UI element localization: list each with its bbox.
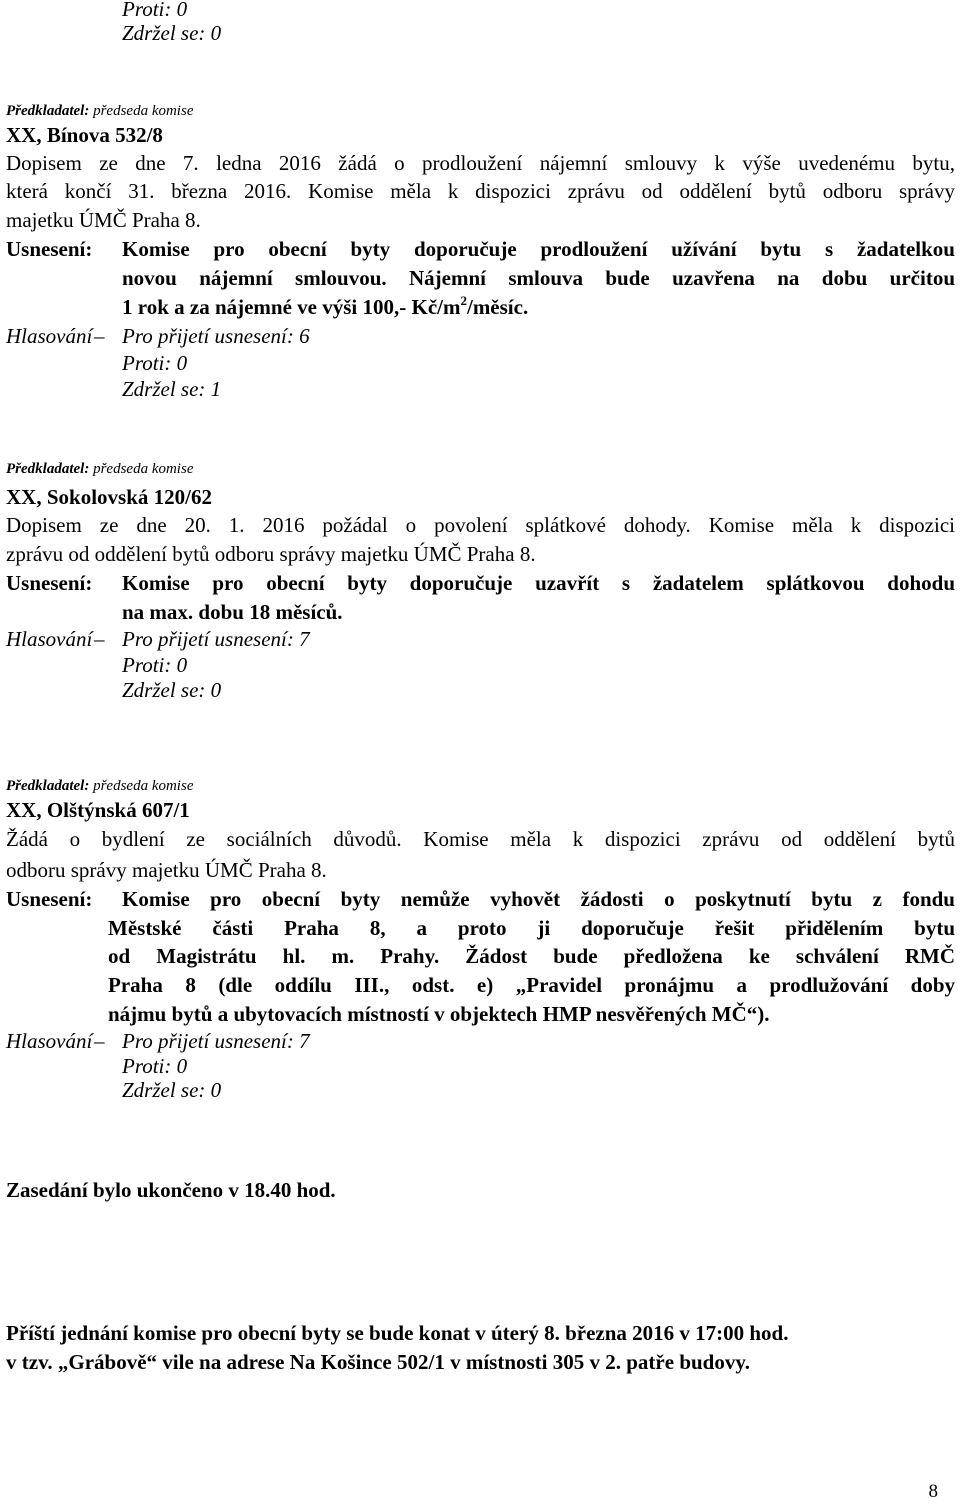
vote-label: Hlasování	[6, 627, 93, 651]
vote-abstained: Zdržel se: 0	[122, 1078, 222, 1102]
submitter-label: Předkladatel:	[6, 778, 90, 794]
resolution-line: Komise pro obecní byty doporučuje uzavřít s žadatelem splátkovou dohodu	[122, 571, 955, 595]
submitter-value: předseda komise	[93, 461, 194, 477]
superscript: 2	[460, 293, 467, 308]
vote-label: Hlasování	[6, 324, 93, 348]
submitter-line	[6, 776, 193, 796]
vote-abstained: Zdržel se: 0	[122, 21, 222, 45]
submitter-label: Předkladatel:	[6, 103, 90, 119]
submitter-label: Předkladatel:	[6, 461, 90, 477]
vote-against: Proti: 0	[122, 351, 188, 375]
resolution-line: Praha 8 (dle oddílu III., odst. e) „Pravidel pronájmu a prodlužování doby	[108, 973, 955, 997]
resolution-line: na max. dobu 18 měsíců.	[122, 600, 343, 624]
description-line: která končí 31. března 2016. Komise měla k dispozici zprávu od oddělení bytů odboru správy	[6, 179, 955, 203]
next-meeting-line: v tzv. „Grábově“ vile na adrese Na Košince 502/1 v místnosti 305 v 2. patře budovy.	[6, 1350, 750, 1374]
description-line: majetku ÚMČ Praha 8.	[6, 208, 201, 232]
resolution-line: Komise pro obecní byty nemůže vyhovět žádosti o poskytnutí bytu z fondu	[122, 887, 955, 911]
vote-for: Pro přijetí usnesení: 7	[122, 627, 310, 651]
vote-label: Hlasování	[6, 1029, 93, 1053]
submitter-value: předseda komise	[93, 103, 194, 119]
closing-statement: Zasedání bylo ukončeno v 18.40 hod.	[6, 1178, 336, 1202]
resolution-text: /měsíc.	[466, 295, 529, 319]
vote-against: Proti: 0	[122, 0, 188, 21]
resolution-label: Usnesení:	[6, 887, 93, 911]
submitter-value: předseda komise	[93, 778, 194, 794]
vote-against: Proti: 0	[122, 653, 188, 677]
description-line: Dopisem ze dne 20. 1. 2016 požádal o povolení splátkové dohody. Komise měla k dispozici	[6, 513, 955, 537]
vote-abstained: Zdržel se: 0	[122, 678, 222, 702]
resolution-line: Komise pro obecní byty doporučuje prodloužení užívání bytu s žadatelkou	[122, 237, 955, 261]
vote-for: Pro přijetí usnesení: 6	[122, 324, 310, 348]
resolution-label: Usnesení:	[6, 237, 93, 261]
item-address: XX, Sokolovská 120/62	[6, 485, 212, 509]
vote-dash: –	[94, 627, 105, 651]
description-line: zprávu od oddělení bytů odboru správy majetku ÚMČ Praha 8.	[6, 542, 536, 566]
resolution-label: Usnesení:	[6, 571, 93, 595]
vote-for: Pro přijetí usnesení: 7	[122, 1029, 310, 1053]
resolution-line: od Magistrátu hl. m. Prahy. Žádost bude předložena ke schválení RMČ	[108, 944, 955, 968]
submitter-line	[6, 459, 193, 479]
resolution-line	[122, 294, 528, 320]
vote-abstained: Zdržel se: 1	[122, 377, 222, 401]
vote-dash: –	[94, 1029, 105, 1053]
description-line: Dopisem ze dne 7. ledna 2016 žádá o prodloužení nájemní smlouvy k výše uvedenému bytu,	[6, 151, 955, 175]
next-meeting-line: Příští jednání komise pro obecní byty se bude konat v úterý 8. března 2016 v 17:00 hod.	[6, 1321, 789, 1345]
description-line: odboru správy majetku ÚMČ Praha 8.	[6, 858, 327, 882]
vote-dash: –	[94, 324, 105, 348]
resolution-line: novou nájemní smlouvou. Nájemní smlouva bude uzavřena na dobu určitou	[122, 266, 955, 290]
page-number: 8	[928, 1481, 938, 1502]
item-address: XX, Olštýnská 607/1	[6, 798, 190, 822]
vote-against: Proti: 0	[122, 1054, 188, 1078]
resolution-line: Městské části Praha 8, a proto ji doporučuje řešit přidělením bytu	[108, 916, 955, 940]
resolution-text: 1 rok a za nájemné ve výši 100,- Kč/m	[122, 295, 461, 319]
item-address: XX, Bínova 532/8	[6, 123, 163, 147]
description-line: Žádá o bydlení ze sociálních důvodů. Komise měla k dispozici zprávu od oddělení bytů	[6, 827, 955, 851]
submitter-line	[6, 101, 193, 121]
resolution-line: nájmu bytů a ubytovacích místností v objektech HMP nesvěřených MČ“).	[108, 1002, 770, 1026]
